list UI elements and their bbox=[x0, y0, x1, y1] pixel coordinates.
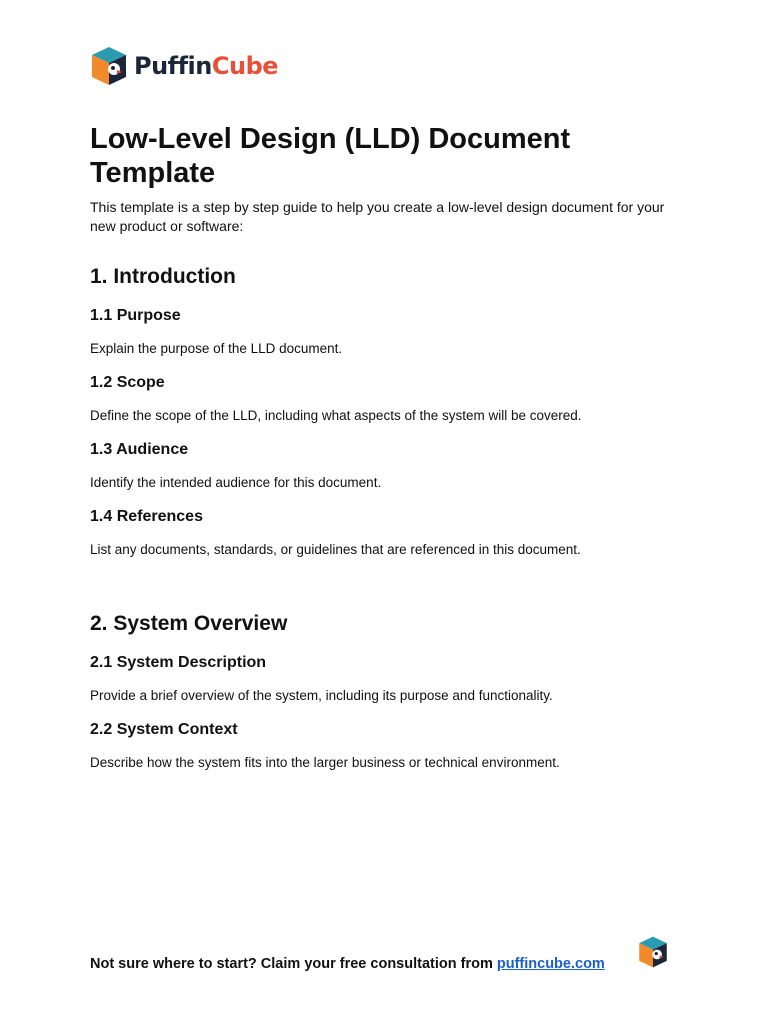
subsection-body-audience: Identify the intended audience for this document. bbox=[90, 475, 382, 490]
document-body bbox=[90, 122, 690, 772]
subsection-body-system-description: Provide a brief overview of the system, including its purpose and functionality. bbox=[90, 688, 553, 703]
brand-name-part1: Puffin bbox=[134, 52, 212, 80]
subsection-body-purpose: Explain the purpose of the LLD document. bbox=[90, 341, 343, 356]
brand-name bbox=[134, 52, 278, 80]
subsection-heading-system-context: 2.2 System Context bbox=[90, 721, 238, 738]
document-title: Low-Level Design (LLD) Document Template bbox=[90, 123, 571, 189]
subsection-heading-system-description: 2.1 System Description bbox=[90, 654, 267, 671]
footer-text: Not sure where to start? Claim your free consultation from bbox=[90, 956, 497, 972]
subsection-body-system-context: Describe how the system fits into the larger business or technical environment. bbox=[90, 755, 560, 770]
subsection-body-scope: Define the scope of the LLD, including what aspects of the system will be covered. bbox=[90, 408, 582, 423]
section-heading-introduction: 1. Introduction bbox=[90, 265, 236, 288]
subsection-heading-references: 1.4 References bbox=[90, 508, 203, 525]
section-heading-system-overview: 2. System Overview bbox=[90, 612, 288, 635]
puffin-cube-footer-icon bbox=[636, 935, 670, 969]
document-intro: This template is a step by step guide to help you create a low-level design document for your new product or software: bbox=[90, 199, 665, 234]
footer-link[interactable]: puffincube.com bbox=[496, 956, 605, 972]
brand-name-part2: Cube bbox=[211, 52, 279, 80]
subsection-heading-audience: 1.3 Audience bbox=[90, 441, 189, 458]
footer-cta bbox=[90, 956, 605, 972]
subsection-body-references: List any documents, standards, or guidelines that are referenced in this document. bbox=[90, 542, 581, 557]
subsection-heading-purpose: 1.1 Purpose bbox=[90, 307, 181, 324]
brand-logo bbox=[90, 45, 278, 87]
puffin-cube-logo-icon bbox=[90, 45, 128, 87]
subsection-heading-scope: 1.2 Scope bbox=[90, 374, 165, 391]
